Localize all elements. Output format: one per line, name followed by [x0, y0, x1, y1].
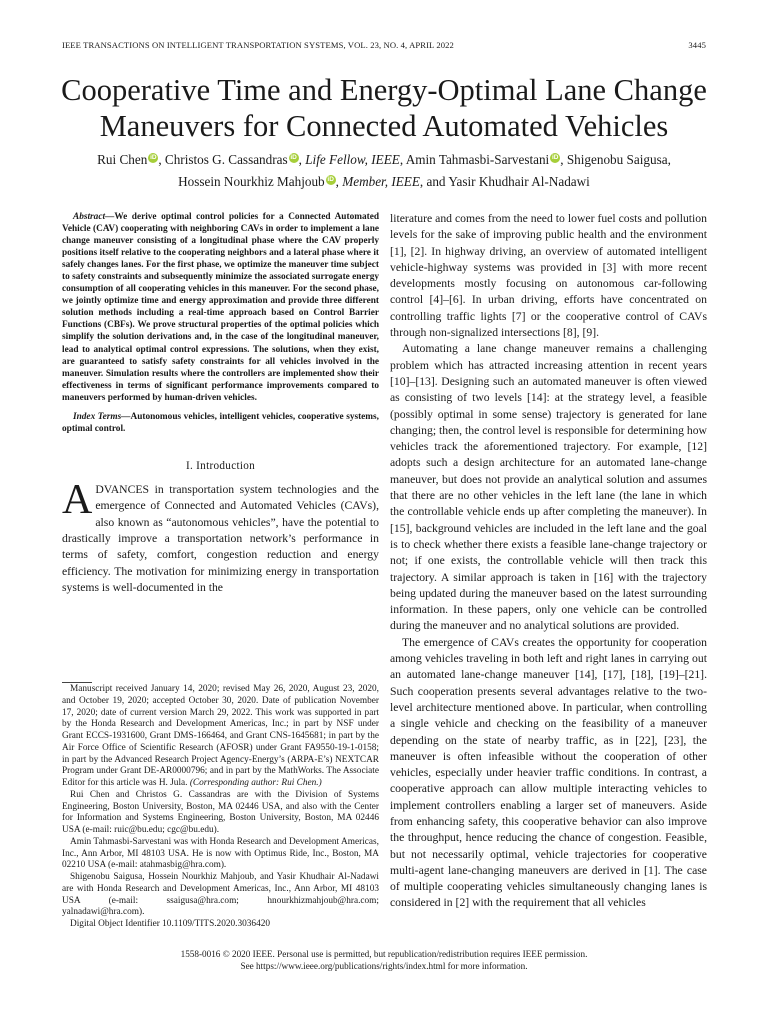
orcid-icon[interactable]: iD — [150, 154, 157, 161]
section-heading: I. Introduction — [185, 459, 256, 472]
footnote-manuscript — [62, 684, 379, 790]
abstract — [62, 211, 379, 404]
body-paragraph: literature and comes from the need to lower fuel costs and pollution levels for the sake of improving public health and the environment [1], [2]. In highway driving, an overview of automated intelligent vehicle-highway systems was provided in [3] with more recent developments mostly focusing on autonomous car-following control [4]–[6]. In urban driving, efforts have concentrated on controlling traffic lights [7] or the cooperative control of CAVs through non-signalized intersections [8], [9]. — [390, 212, 707, 340]
intro-text: in transportation system technologies and the emergence of Connected and Automated Vehicles (CAVs), also known as “autonomous vehicles”, have the potential to drastically improve a transportation network’s performance in terms of safety, comfort, congestion reduction and energy efficiency. The motivation for minimizing energy in transportation systems is well-documented in the — [62, 483, 379, 594]
intro-paragraph — [62, 477, 379, 596]
drop-cap: A — [62, 477, 93, 524]
left-column — [62, 211, 379, 596]
title-line-2: Maneuvers for Connected Automated Vehicles — [99, 109, 669, 143]
journal-name: IEEE TRANSACTIONS ON INTELLIGENT TRANSPORTATION SYSTEMS, VOL. 23, NO. 4, APRIL 2022 — [62, 40, 454, 50]
footnotes — [62, 684, 379, 931]
page-number: 3445 — [688, 40, 706, 50]
orcid-icon[interactable]: iD — [290, 154, 297, 161]
author-name: and Yasir Khudhair Al-Nadawi — [426, 174, 590, 189]
index-terms-text: Autonomous vehicles, intelligent vehicles, cooperative systems, optimal control. — [62, 411, 379, 434]
abstract-lead: Abstract— — [73, 212, 115, 222]
author-name: Shigenobu Saigusa, — [566, 152, 671, 167]
running-head — [62, 40, 706, 50]
abstract-text: We derive optimal control policies for a Connected Automated Vehicle (CAV) cooperating with neighboring CAVs in order to implement a lane change maneuver consisting of a longitudinal phase where the CAV properly positions itself relative to the cooperating neighbors and a lateral phase where it safely changes lanes. For the first phase, we optimize the maneuver time subject to safety constraints and subsequently minimize the associated surrogate energy consumption of all cooperating vehicles in this maneuver. For the second phase, we jointly optimize time and energy approximation and provide three different solution methods including a real-time approach based on Control Barrier Functions (CBFs). We prove structural properties of the optimal policies which simplify the solution derivations and, in the case of the longitudinal maneuver, lead to analytical optimal control expressions. The solutions, when they exist, are guaranteed to satisfy safety constraints for all vehicles involved in the maneuver. Simulation results where the controllers are implemented show their effectiveness in terms of significant performance improvements compared to maneuvers performed by human-driven vehicles. — [62, 212, 379, 403]
body-paragraph: Automating a lane change maneuver remains a challenging problem which has attracted increasing attention in recent years [10]–[13]. Designing such an automated maneuver is often viewed as consisting of two levels [14]: at the strategy level, a feasible (possibly optimal in some sense) trajectory is generated for lane changing; then, the control level is responsible for determining how vehicles track the aforementioned trajectory. For example, [12] adopts such a design architecture for an automated lane-change maneuver, but does not provide an analytical solution and assumes that there are no other vehicles in the left lane (the lane in which the controllable vehicle ends up after completing the maneuver). In [15], background vehicles are included in the left lane and the goal is to check whether there exists a feasible lane-change trajectory or not; if one exists, the controllable vehicle will then track this trajectory. A similar approach is taken in [16] with the trajectory being updated during the maneuver based on the latest surrounding information. In these papers, only one vehicle can be controlled during the maneuver and no analytical solutions are provided. — [390, 342, 707, 633]
author-name: Hossein Nourkhiz Mahjoub — [178, 174, 325, 189]
author-line-2: Hossein Nourkhiz Mahjoub iD , Member, IEEE, and Yasir Khudhair Al-Nadawi — [178, 174, 590, 189]
orcid-icon[interactable]: iD — [551, 154, 559, 161]
index-terms — [62, 411, 379, 435]
author-name: Rui Chen — [97, 152, 148, 167]
footnote-rule — [62, 682, 92, 683]
index-terms-lead: Index Terms— — [73, 411, 131, 422]
copyright-notice — [62, 948, 706, 972]
author-name: Amin Tahmasbi-Sarvestani — [405, 152, 550, 167]
footnote-affiliation: Amin Tahmasbi-Sarvestani was with Honda Research and Development Americas, Inc., Ann Arbor, MI 48103 USA. He is now with Optimus Ride, Inc., Boston, MA 02210 USA (e-mail: atahmasbig@hra.com). — [62, 836, 379, 871]
author-name: Christos G. Cassandras — [164, 152, 288, 167]
intro-first-word: DVANCES — [95, 483, 150, 497]
corresponding-author: (Corresponding author: Rui Chen.) — [189, 778, 322, 788]
copyright-line-2[interactable]: See https://www.ieee.org/publications/rights/index.html for more information. — [240, 961, 528, 971]
footnote-text: Manuscript received January 14, 2020; revised May 26, 2020, August 23, 2020, and October 19, 2020; accepted October 30, 2020. Date of publication November 17, 2020; date of current version March 29, 2022. This work was supported in part by the Honda Research and Development Americas, Inc.; in part by NSF under Grant ECCS-1931600, Grant DMS-166464, and Grant CNS-1645681; in part by the Air Force Office of Scientific Research (AFOSR) under Grant FA9550-19-1-0158; in part by the Advanced Research Project Agency-Energy’s (ARPA-E’s) NEXTCAR Program under Grant DE-AR0000796; and in part by the MathWorks. The Associate Editor for this article was H. Jula. — [62, 684, 379, 788]
author-line-1: Rui Chen iD , Christos G. Cassandras iD , Life Fellow, IEEE, Amin Tahmasbi-Sarvestani iD , Shigenobu Saigusa, — [97, 152, 671, 167]
body-paragraph: The emergence of CAVs creates the opportunity for cooperation among vehicles traveling in both left and right lanes in carrying out an automated lane-change maneuver [14], [17], [18], [19]–[21]. Such cooperation presents several advantages relative to the two-level architecture mentioned above. In particular, when controlling a single vehicle and checking on the feasibility of a maneuver depending on the state of nearby traffic, as in [22], [23], the maneuver is often infeasible without the cooperation of other vehicles, especially under heavier traffic conditions. In contrast, a cooperative approach can allow multiple interacting vehicles to implement controllers enabling a larger set of maneuvers. Aside from enhancing safety, this cooperative behavior can also improve the throughput, hence reducing the chance of congestion. Feasible, but not necessarily optimal, vehicle trajectories for cooperative multi-agent lane-changing maneuvers are derived in [1]. The case of multiple cooperating vehicles simultaneously changing lanes is considered in [2] with the requirement that all vehicles — [390, 635, 707, 910]
copyright-line-1: 1558-0016 © 2020 IEEE. Personal use is permitted, but republication/redistribution requires IEEE permission. — [180, 949, 588, 959]
author-list — [30, 149, 738, 193]
footnote-affiliation: Rui Chen and Christos G. Cassandras are with the Division of Systems Engineering, Boston University, Boston, MA 02446 USA, and also with the Center for Information and Systems Engineering, Boston University, Boston, MA 02446 USA (e-mail: ruic@bu.edu; cgc@bu.edu). — [62, 789, 379, 835]
doi[interactable]: Digital Object Identifier 10.1109/TITS.2020.3036420 — [70, 919, 271, 929]
author-role: Life Fellow, IEEE — [305, 152, 400, 167]
paper-title — [30, 72, 738, 144]
right-column — [390, 211, 707, 912]
title-line-1: Cooperative Time and Energy-Optimal Lane Change — [61, 73, 707, 107]
author-role: Member, IEEE — [342, 174, 420, 189]
orcid-icon[interactable]: iD — [327, 176, 334, 183]
footnote-affiliation: Shigenobu Saigusa, Hossein Nourkhiz Mahjoub, and Yasir Khudhair Al-Nadawi are with Honda Research and Development Americas, Inc., Ann Arbor, MI 48103 USA (e-mail: ssaigusa@hra.com; hnourkhizmahjoub@hra.com; yalnadawi@hra.com). — [62, 872, 379, 918]
